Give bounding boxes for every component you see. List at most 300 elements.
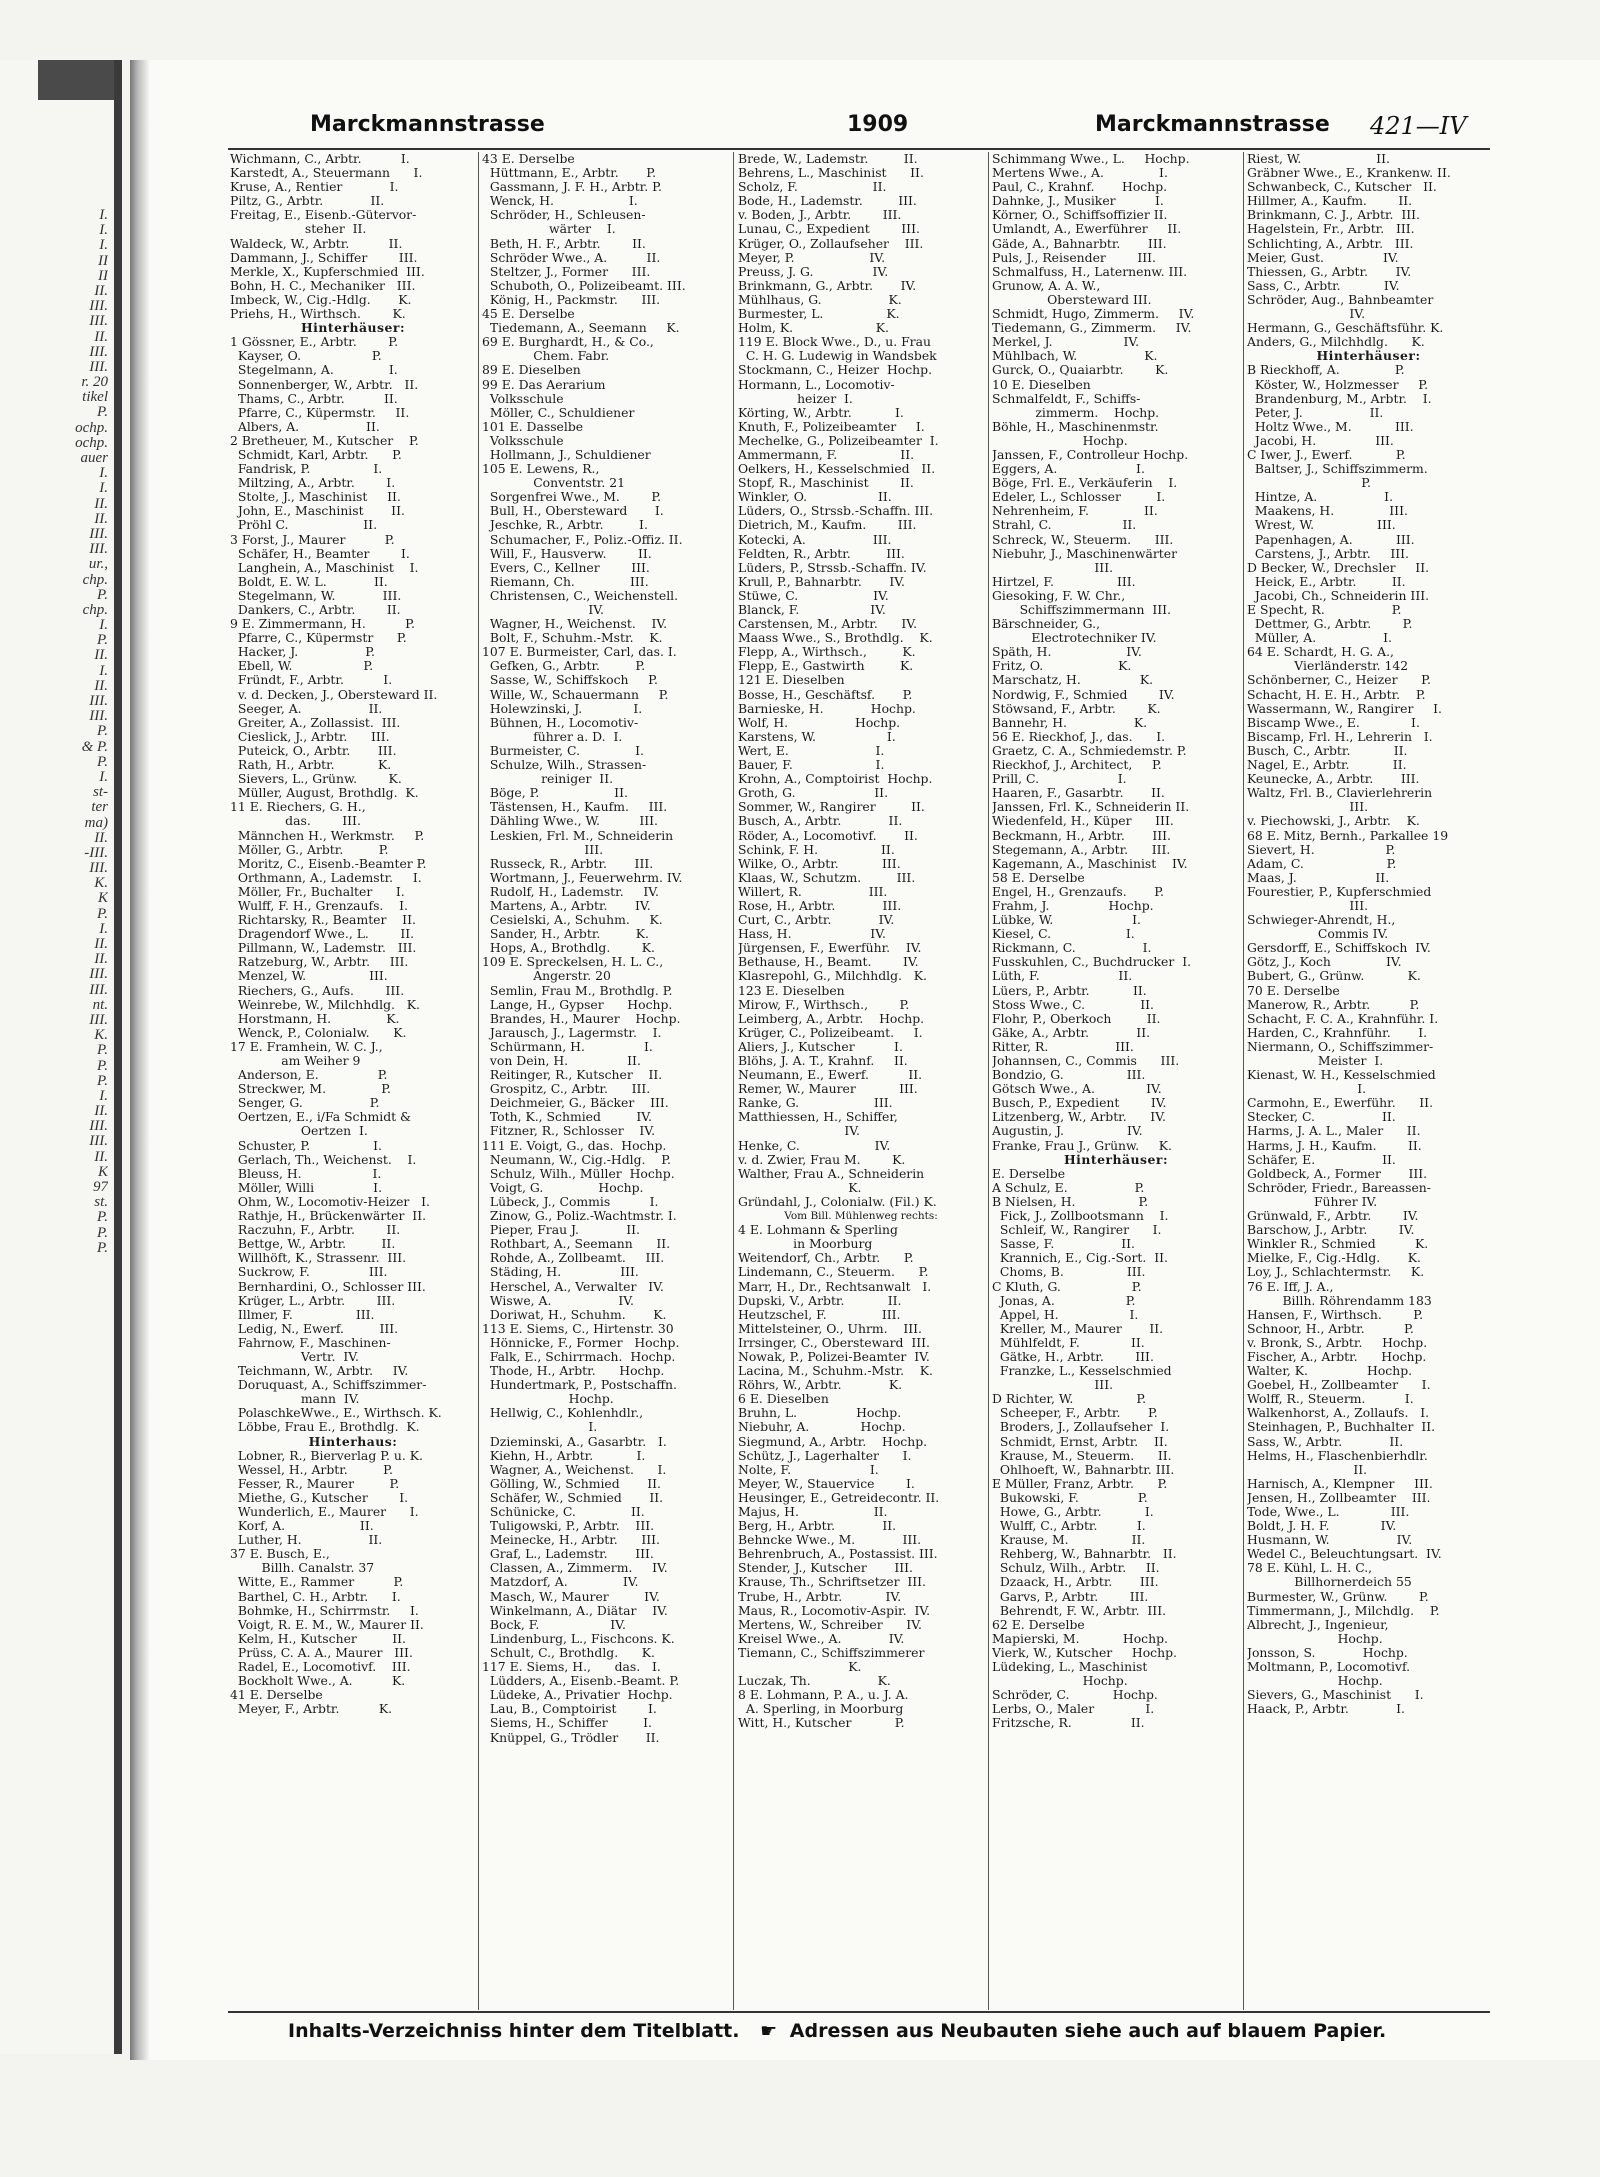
- directory-entry: 105 E. Lewens, R.,: [482, 462, 600, 477]
- directory-entry: Leimberg, A., Arbtr. Hochp.: [738, 1011, 925, 1026]
- margin-fragment: III.: [89, 299, 108, 315]
- directory-entry: Wiswe, A. IV.: [482, 1293, 634, 1308]
- directory-entry: Winkler, O. II.: [738, 490, 892, 505]
- directory-entry: Stockmann, C., Heizer Hochp.: [738, 363, 933, 378]
- directory-entry: Rathje, H., Brückenwärter II.: [230, 1209, 427, 1224]
- directory-entry: heizer I.: [738, 391, 853, 406]
- directory-entry: Augustin, J. IV.: [992, 1124, 1143, 1139]
- directory-entry: Curt, C., Arbtr. IV.: [738, 913, 895, 928]
- directory-entry: Kotecki, A. III.: [738, 532, 892, 547]
- directory-entry: Jacobi, H. III.: [1247, 433, 1394, 448]
- directory-entry: Löbbe, Frau E., Brothdlg. K.: [230, 1420, 420, 1435]
- directory-entry: Miltzing, A., Arbtr. I.: [230, 476, 396, 491]
- directory-entry: Falk, E., Schirrmach. Hochp.: [482, 1349, 676, 1364]
- page-footer: [288, 2020, 1488, 2048]
- directory-entry: III.: [992, 560, 1114, 575]
- directory-entry: Baltser, J., Schiffszimmerm.: [1247, 462, 1428, 477]
- directory-entry: Umlandt, A., Ewerführer II.: [992, 222, 1182, 237]
- directory-entry: Gäke, A., Arbtr. II.: [992, 1025, 1151, 1040]
- directory-entry: Schleif, W., Rangirer I.: [992, 1223, 1162, 1238]
- directory-entry: Götsch Wwe., A. IV.: [992, 1082, 1162, 1097]
- directory-entry: Meister I.: [1247, 1054, 1384, 1068]
- directory-entry: Voigt, G. Hochp.: [482, 1180, 644, 1195]
- directory-entry: Weitendorf, Ch., Arbtr. P.: [738, 1251, 914, 1266]
- directory-entry: Niebuhr, A. Hochp.: [738, 1420, 906, 1435]
- section-heading: Hinterhäuser:: [1316, 349, 1421, 364]
- directory-entry: Wulff, C., Arbtr. I.: [992, 1519, 1146, 1534]
- directory-entry: Kruse, A., Rentier I.: [230, 180, 399, 195]
- directory-entry: Groth, G. II.: [738, 786, 889, 801]
- directory-entry: Fischer, A., Arbtr. Hochp.: [1247, 1349, 1427, 1364]
- column-3: [738, 152, 984, 2008]
- directory-entry: Remer, W., Maurer III.: [738, 1082, 918, 1097]
- directory-entry: Gersdorff, E., Schiffskoch IV.: [1247, 941, 1431, 956]
- directory-entry: 45 E. Derselbe: [482, 307, 575, 322]
- directory-entry: Oertzen, E., i/Fa Schmidt &: [230, 1110, 412, 1125]
- directory-entry: Goebel, H., Zollbeamter I.: [1247, 1378, 1431, 1393]
- directory-entry: Schmalfeldt, F., Schiffs-: [992, 391, 1141, 406]
- directory-entry: Wenck, P., Colonialw. K.: [230, 1025, 407, 1040]
- directory-entry: III.: [1247, 800, 1369, 815]
- directory-entry: Keunecke, A., Arbtr. III.: [1247, 772, 1420, 787]
- directory-entry: IV.: [1247, 307, 1366, 322]
- margin-fragment: I.: [99, 921, 108, 937]
- directory-entry: Doruquast, A., Schiffszimmer-: [230, 1378, 427, 1393]
- directory-entry: Leskien, Frl. M., Schneiderin: [482, 828, 674, 843]
- directory-entry: Fandrisk, P. I.: [230, 462, 383, 477]
- margin-fragment: I.: [99, 481, 108, 497]
- margin-fragment: P.: [97, 724, 108, 740]
- directory-entry: 68 E. Mitz, Bernh., Parkallee 19: [1247, 828, 1449, 843]
- directory-entry: Anderson, E. P.: [230, 1068, 388, 1083]
- directory-entry: Vierk, W., Kutscher Hochp.: [992, 1645, 1177, 1660]
- directory-entry: Wassermann, W., Rangirer I.: [1247, 701, 1442, 716]
- directory-entry: Schmalfuss, H., Laternenw. III.: [992, 264, 1188, 279]
- directory-entry: Biscamp Wwe., E. I.: [1247, 715, 1420, 730]
- directory-entry: Flepp, E., Gastwirth K.: [738, 659, 914, 674]
- directory-entry: Radel, E., Locomotivf. III.: [230, 1660, 411, 1675]
- directory-entry: das. III.: [230, 814, 361, 829]
- previous-page-strip: [0, 60, 122, 2054]
- margin-fragment: III.: [89, 1012, 108, 1028]
- directory-entry: Piltz, G., Arbtr. II.: [230, 194, 385, 209]
- directory-entry: Mühlhaus, G. K.: [738, 292, 902, 307]
- directory-entry: Schacht, F. C. A., Krahnführ. I.: [1247, 1011, 1439, 1026]
- directory-entry: 6 E. Dieselben: [738, 1392, 829, 1407]
- directory-entry: III.: [482, 842, 604, 857]
- directory-entry: Hochp.: [1247, 1674, 1383, 1689]
- directory-entry: Broders, J., Zollaufseher I.: [992, 1420, 1170, 1435]
- directory-entry: Bukowski, F. P.: [992, 1490, 1148, 1505]
- margin-fragment: III.: [89, 344, 108, 360]
- entry-list: [992, 152, 1240, 1731]
- directory-entry: Busch, C., Arbtr. II.: [1247, 743, 1408, 758]
- column-4: [992, 152, 1240, 2008]
- directory-entry: Senger, G. P.: [230, 1096, 380, 1111]
- directory-entry: B Nielsen, H. P.: [992, 1194, 1149, 1209]
- directory-entry: Rudolf, H., Lademstr. IV.: [482, 884, 659, 899]
- directory-entry: Dettmer, G., Arbtr. P.: [1247, 617, 1413, 632]
- directory-entry: E. Derselbe: [992, 1166, 1066, 1181]
- directory-entry: Sievers, G., Maschinist I.: [1247, 1688, 1424, 1703]
- directory-entry: Dragendorf Wwe., L. II.: [230, 927, 415, 942]
- directory-entry: Thams, C., Arbtr. II.: [230, 391, 398, 406]
- directory-entry: 70 E. Derselbe: [1247, 983, 1340, 998]
- directory-entry: Sievert, H. P.: [1247, 842, 1396, 857]
- entry-list: [738, 152, 984, 1731]
- directory-entry: Barthel, C. H., Arbtr. I.: [230, 1589, 401, 1604]
- directory-entry: A. Sperling, in Moorburg: [738, 1702, 904, 1717]
- directory-entry: Holewzinski, J. I.: [482, 701, 643, 716]
- margin-fragment: III.: [89, 694, 108, 709]
- directory-entry: Sass, W., Arbtr. II.: [1247, 1434, 1404, 1449]
- directory-entry: Wagner, H., Weichenst. IV.: [482, 617, 668, 632]
- directory-entry: Korf, A. II.: [230, 1519, 374, 1534]
- directory-entry: Illmer, F. III.: [230, 1307, 375, 1322]
- directory-entry: Hellwig, C., Kohlenhdlr.,: [482, 1406, 644, 1421]
- directory-entry: steher II.: [230, 222, 367, 237]
- directory-entry: 76 E. Iff, J. A.,: [1247, 1279, 1334, 1294]
- directory-entry: Fritz, O. K.: [992, 659, 1132, 674]
- directory-entry: Lüdders, A., Eisenb.-Beamt. P.: [482, 1674, 680, 1689]
- directory-entry: Flepp, A., Wirthsch., K.: [738, 645, 916, 660]
- directory-entry: Dahnke, J., Musiker I.: [992, 194, 1164, 209]
- directory-entry: Merkel, J. IV.: [992, 335, 1140, 350]
- directory-entry: Kienast, W. H., Kesselschmied: [1247, 1068, 1436, 1083]
- directory-entry: Sass, C., Arbtr. IV.: [1247, 278, 1400, 293]
- directory-entry: v. Boden, J., Arbtr. III.: [738, 208, 902, 223]
- directory-entry: Schnoor, H., Arbtr. P.: [1247, 1321, 1414, 1336]
- directory-entry: Nolte, F. I.: [738, 1462, 879, 1477]
- binding-shadow: [130, 60, 150, 2060]
- directory-entry: Siegmund, A., Arbtr. Hochp.: [738, 1434, 928, 1449]
- directory-entry: Strahl, C. II.: [992, 518, 1137, 533]
- entry-list: [1247, 152, 1490, 1716]
- footer-new-buildings-note: Adressen aus Neubauten siehe auch auf blauem Papier.: [789, 2020, 1387, 2042]
- directory-entry: Barschow, J., Arbtr. IV.: [1247, 1223, 1415, 1238]
- directory-entry: 111 E. Voigt, G., das. Hochp.: [482, 1138, 667, 1153]
- directory-entry: Pröhl C. II.: [230, 518, 378, 533]
- directory-entry: 11 E. Riechers, G. H.,: [230, 800, 366, 815]
- directory-entry: Wille, W., Schauermann P.: [482, 687, 669, 702]
- directory-entry: Wolff, R., Steuerm. I.: [1247, 1392, 1414, 1407]
- margin-fragment: P.: [97, 1240, 108, 1256]
- directory-entry: Thode, H., Arbtr. Hochp.: [482, 1364, 665, 1379]
- directory-entry: Bockholt Wwe., A. K.: [230, 1674, 406, 1689]
- directory-entry: 64 E. Schardt, H. G. A.,: [1247, 645, 1394, 660]
- directory-entry: Rohde, A., Zollbeamt. III.: [482, 1251, 665, 1266]
- directory-entry: Hops, A., Brothdlg. K.: [482, 941, 655, 956]
- directory-entry: Gurck, O., Quaiarbtr. K.: [992, 363, 1169, 378]
- directory-entry: Holtz Wwe., M. III.: [1247, 419, 1414, 434]
- margin-fragment: K: [97, 1164, 108, 1180]
- directory-entry: Tuligowski, P., Arbtr. III.: [482, 1519, 655, 1534]
- directory-entry: Schmidt, Ernst, Arbtr. II.: [992, 1434, 1168, 1449]
- directory-entry: Neumann, W., Cig.-Hdlg. P.: [482, 1152, 671, 1167]
- directory-entry: Willert, R. III.: [738, 884, 888, 899]
- directory-entry: Müller, A. I.: [1247, 631, 1392, 646]
- directory-entry: Suckrow, F. III.: [230, 1265, 388, 1280]
- directory-entry: 119 E. Block Wwe., D., u. Frau: [738, 335, 931, 350]
- directory-entry: Vertr. IV.: [230, 1349, 359, 1364]
- directory-entry: Hundertmark, P., Postschaffn.: [482, 1378, 677, 1393]
- directory-entry: Mühlfeldt, F. II.: [992, 1335, 1145, 1350]
- directory-entry: Cieslick, J., Arbtr. III.: [230, 729, 390, 744]
- directory-entry: 78 E. Kühl, L. H. C.,: [1247, 1561, 1373, 1576]
- directory-entry: Knuth, F., Polizeibeamter I.: [738, 419, 925, 434]
- directory-entry: Ranke, G. III.: [738, 1096, 893, 1111]
- directory-entry: Greiter, A., Zollassist. III.: [230, 715, 401, 730]
- directory-entry: Schröder, Aug., Bahnbeamter: [1247, 292, 1434, 307]
- directory-entry: Henke, C. IV.: [738, 1138, 891, 1153]
- directory-entry: Kelm, H., Kutscher II.: [230, 1631, 406, 1646]
- directory-entry: Wessel, H., Arbtr. P.: [230, 1462, 393, 1477]
- directory-entry: C Iwer, J., Ewerf. P.: [1247, 447, 1406, 462]
- margin-fragment: P.: [97, 906, 108, 922]
- directory-entry: Carstens, J., Arbtr. III.: [1247, 546, 1409, 561]
- directory-entry: Schäfer, H., Beamter I.: [230, 546, 410, 561]
- directory-entry: Billh. Canalstr. 37: [230, 1561, 375, 1576]
- directory-entry: Willhöft, K., Strassenr. III.: [230, 1251, 407, 1266]
- directory-entry: Freitag, E., Eisenb.-Gütervor-: [230, 208, 417, 223]
- directory-entry: Franke, Frau J., Grünw. K.: [992, 1138, 1172, 1153]
- margin-fragment: auer: [80, 451, 108, 466]
- directory-entry: Sasse, F. II.: [992, 1237, 1135, 1252]
- directory-entry: Holm, K. K.: [738, 321, 889, 336]
- page-gutter: [114, 60, 122, 2054]
- directory-entry: Kreisel Wwe., A. IV.: [738, 1631, 905, 1646]
- directory-entry: Ratzeburg, W., Arbtr. III.: [230, 955, 409, 970]
- column-divider: [988, 152, 989, 2010]
- directory-entry: Billhornerdeich 55: [1247, 1575, 1412, 1590]
- directory-entry: Rath, H., Arbtr. K.: [230, 758, 392, 773]
- pointing-hand-icon: ☛: [760, 2020, 778, 2042]
- directory-entry: Feldten, R., Arbtr. III.: [738, 546, 905, 561]
- directory-entry: Riemann, Ch. III.: [482, 574, 649, 589]
- directory-entry: Maus, R., Locomotiv-Aspir. IV.: [738, 1603, 931, 1618]
- margin-fragment: I.: [99, 238, 108, 254]
- directory-entry: Krannich, E., Cig.-Sort. II.: [992, 1251, 1168, 1266]
- directory-entry: D Richter, W. P.: [992, 1392, 1147, 1407]
- directory-entry: Janssen, Frl. K., Schneiderin II.: [992, 800, 1190, 815]
- margin-fragment: II.: [94, 937, 108, 952]
- directory-entry: Graf, L., Lademstr. III.: [482, 1547, 654, 1562]
- directory-entry: Matthiessen, H., Schiffer,: [738, 1110, 898, 1125]
- directory-entry: in Moorburg: [738, 1237, 873, 1252]
- directory-entry: Schröder, H., Schleusen-: [482, 208, 646, 223]
- directory-entry: Kagemann, A., Maschinist IV.: [992, 856, 1188, 871]
- directory-entry: Hintze, A. I.: [1247, 490, 1394, 505]
- directory-entry: Neumann, E., Ewerf. II.: [738, 1068, 923, 1083]
- directory-entry: Götz, J., Koch IV.: [1247, 955, 1402, 970]
- directory-entry: Stoss Wwe., C. II.: [992, 997, 1154, 1012]
- directory-entry: Gätke, H., Arbtr. III.: [992, 1349, 1154, 1364]
- directory-entry: Peter, J. II.: [1247, 405, 1384, 420]
- directory-entry: Wrest, W. III.: [1247, 518, 1396, 533]
- directory-entry: Classen, A., Zimmerm. IV.: [482, 1561, 668, 1576]
- directory-entry: Lindemann, C., Steuerm. P.: [738, 1265, 929, 1280]
- directory-entry: Krüger, O., Zollaufseher III.: [738, 236, 924, 251]
- directory-entry: Witt, H., Kutscher P.: [738, 1716, 905, 1731]
- directory-entry: Behrendt, F. W., Arbtr. III.: [992, 1603, 1167, 1618]
- directory-entry: Burmester, L. K.: [738, 307, 900, 322]
- directory-entry: Engel, H., Grenzaufs. P.: [992, 884, 1164, 899]
- directory-entry: Mühlbach, W. K.: [992, 349, 1158, 364]
- directory-entry: Matzdorf, A. IV.: [482, 1575, 639, 1590]
- directory-entry: Haack, P., Arbtr. I.: [1247, 1702, 1405, 1717]
- directory-entry: Hüttmann, E., Arbtr. P.: [482, 166, 657, 181]
- directory-entry: Edeler, L., Schlosser I.: [992, 490, 1166, 505]
- directory-entry: 37 E. Busch, E.,: [230, 1547, 330, 1562]
- directory-entry: Busch, A., Arbtr. II.: [738, 814, 903, 829]
- margin-fragment: II: [98, 268, 108, 284]
- directory-entry: Bock, F. IV.: [482, 1617, 626, 1632]
- directory-entry: I.: [482, 1420, 598, 1435]
- directory-entry: Späth, H. IV.: [992, 645, 1142, 660]
- directory-entry: Dähling Wwe., W. III.: [482, 814, 658, 829]
- margin-fragment: r. 20: [81, 375, 108, 391]
- margin-fragment: ochp.: [75, 435, 108, 451]
- directory-entry: Bruhn, L. Hochp.: [738, 1406, 902, 1421]
- directory-entry: Behrens, L., Maschinist II.: [738, 166, 924, 181]
- directory-entry: Graetz, C. A., Schmiedemstr. P.: [992, 743, 1187, 758]
- directory-entry: 101 E. Dasselbe: [482, 419, 584, 434]
- directory-entry: Jeschke, R., Arbtr. I.: [482, 518, 648, 533]
- directory-entry: Lindenburg, L., Fischcons. K.: [482, 1631, 675, 1646]
- directory-entry: K.: [738, 1660, 862, 1675]
- directory-entry: Marschatz, H. K.: [992, 673, 1154, 688]
- directory-entry: Harms, J. H., Kaufm. II.: [1247, 1138, 1422, 1153]
- directory-entry: Tiedemann, G., Zimmerm. IV.: [992, 321, 1192, 336]
- margin-fragment: st.: [94, 1195, 108, 1211]
- directory-entry: Bohn, H. C., Mechaniker III.: [230, 278, 416, 293]
- directory-entry: Langhein, A., Maschinist I.: [230, 560, 419, 575]
- directory-entry: Pieper, Frau J. II.: [482, 1223, 640, 1238]
- margin-fragment: III.: [89, 526, 108, 542]
- directory-entry: Winkelmann, A., Diätar IV.: [482, 1603, 668, 1618]
- directory-entry: Lobner, R., Bierverlag P. u. K.: [230, 1448, 423, 1463]
- directory-entry: 3 Forst, J., Maurer P.: [230, 532, 395, 547]
- directory-entry: Hacker, J. P.: [230, 645, 375, 660]
- directory-entry: Electrotechniker IV.: [992, 631, 1157, 646]
- directory-entry: Riechers, G., Aufs. III.: [230, 983, 405, 998]
- directory-entry: Maas, J. II.: [1247, 870, 1390, 885]
- directory-entry: Hochp.: [992, 433, 1128, 448]
- directory-entry: Sommer, W., Rangirer II.: [738, 800, 925, 815]
- directory-entry: Karstens, W. I.: [738, 729, 896, 744]
- directory-entry: IV.: [482, 603, 604, 617]
- directory-entry: Meyer, W., Stauervice I.: [738, 1476, 915, 1491]
- directory-entry: Litzenberg, W., Arbtr. IV.: [992, 1110, 1166, 1125]
- directory-entry: Krohn, A., Comptoirist Hochp.: [738, 772, 933, 787]
- directory-entry: Dupski, V., Arbtr. II.: [738, 1293, 902, 1308]
- column-divider: [478, 152, 479, 2010]
- directory-entry: Brinkmann, C. J., Arbtr. III.: [1247, 208, 1420, 223]
- directory-entry: Schumacher, F., Poliz.-Offiz. II.: [482, 532, 683, 547]
- directory-entry: 41 E. Derselbe: [230, 1688, 323, 1703]
- section-heading: Hinterhaus:: [308, 1434, 398, 1449]
- directory-entry: Bosse, H., Geschäftsf. P.: [738, 687, 913, 702]
- directory-entry: Ammermann, F. II.: [738, 447, 915, 462]
- margin-fragment: III.: [89, 861, 108, 877]
- directory-entry: Fesser, R., Maurer P.: [230, 1476, 400, 1491]
- directory-entry: Papenhagen, A. III.: [1247, 532, 1415, 547]
- margin-fragment: K.: [94, 876, 108, 892]
- margin-fragment: ur.,: [88, 557, 108, 573]
- directory-entry: von Dein, H. II.: [482, 1054, 641, 1068]
- margin-fragment: ochp.: [75, 420, 108, 436]
- directory-entry: C Kluth, G. P.: [992, 1279, 1142, 1294]
- directory-entry: Albrecht, J., Ingenieur,: [1247, 1617, 1389, 1632]
- directory-entry: Husmann, W. IV.: [1247, 1533, 1413, 1548]
- directory-entry: Bühnen, H., Locomotiv-: [482, 715, 639, 730]
- directory-entry: Boldt, J. H. F. IV.: [1247, 1519, 1397, 1534]
- directory-entry: Oertzen I.: [230, 1124, 368, 1139]
- directory-entry: Menzel, W. III.: [230, 969, 388, 984]
- column-1: [230, 152, 476, 2008]
- directory-entry: Martens, A., Arbtr. IV.: [482, 898, 651, 913]
- directory-entry: Frahm, J. Hochp.: [992, 898, 1154, 913]
- directory-entry: Flohr, P., Oberkoch II.: [992, 1011, 1161, 1026]
- directory-entry: Fusskuhlen, C., Buchdrucker I.: [992, 955, 1192, 970]
- directory-entry: Böge, P. II.: [482, 786, 628, 801]
- directory-entry: 123 E. Dieselben: [738, 983, 845, 998]
- directory-entry: Burmester, W., Grünw. P.: [1247, 1589, 1429, 1604]
- directory-entry: 2 Bretheuer, M., Kutscher P.: [230, 433, 419, 448]
- directory-entry: Orthmann, A., Lademstr. I.: [230, 870, 422, 885]
- margin-fragment: I.: [99, 618, 108, 634]
- directory-entry: Majus, H. II.: [738, 1505, 888, 1519]
- directory-entry: Loy, J., Schlachtermstr. K.: [1247, 1265, 1425, 1280]
- directory-entry: Bohmke, H., Schirrmstr. I.: [230, 1603, 419, 1618]
- section-heading: Hinterhäuser:: [1063, 1152, 1169, 1167]
- directory-entry: Blöhs, J. A. T., Krahnf. II.: [738, 1054, 908, 1068]
- directory-entry: Rothbart, A., Seemann II.: [482, 1237, 671, 1252]
- directory-entry: Howe, G., Arbtr. I.: [992, 1505, 1154, 1519]
- header-rule: [228, 148, 1490, 150]
- directory-entry: Dietrich, M., Kaufm. III.: [738, 518, 917, 533]
- directory-entry: Schäfer, W., Schmied II.: [482, 1490, 664, 1505]
- directory-entry: Schmidt, Karl, Arbtr. P.: [230, 447, 402, 462]
- directory-entry: Imbeck, W., Cig.-Hdlg. K.: [230, 292, 412, 307]
- directory-entry: PolaschkeWwe., E., Wirthsch. K.: [230, 1406, 442, 1421]
- directory-entry: Janssen, F., Controlleur Hochp.: [992, 447, 1189, 462]
- directory-entry: Evers, C., Kellner III.: [482, 560, 650, 575]
- directory-entry: Dzieminski, A., Gasarbtr. I.: [482, 1434, 667, 1449]
- directory-entry: Grünwald, F., Arbtr. IV.: [1247, 1209, 1419, 1224]
- directory-entry: Hirtzel, F. III.: [992, 574, 1136, 589]
- margin-fragment: nt.: [92, 997, 108, 1013]
- directory-entry: Volksschule: [482, 391, 564, 406]
- directory-entry: Sander, H., Arbtr. K.: [482, 927, 649, 942]
- directory-entry: Bettge, W., Arbtr. II.: [230, 1237, 396, 1252]
- column-divider: [733, 152, 734, 2010]
- directory-entry: Scheeper, F., Arbtr. P.: [992, 1406, 1158, 1421]
- margin-fragment: P.: [97, 1073, 108, 1089]
- directory-entry: Dzaack, H., Arbtr. III.: [992, 1575, 1159, 1590]
- directory-entry: II.: [1247, 1462, 1368, 1477]
- directory-entry: Gründahl, J., Colonialw. (Fil.) K.: [738, 1194, 937, 1209]
- directory-entry: Fourestier, P., Kupferschmied: [1247, 884, 1432, 899]
- directory-entry: Cesielski, A., Schuhm. K.: [482, 913, 663, 928]
- directory-entry: Hönnicke, F., Former Hochp.: [482, 1335, 680, 1350]
- directory-entry: Timmermann, J., Milchdlg. P.: [1247, 1603, 1440, 1618]
- directory-entry: Aliers, J., Kutscher I.: [738, 1039, 903, 1054]
- directory-entry: Albers, A. II.: [230, 419, 380, 434]
- directory-entry: Garvs, P., Arbtr. III.: [992, 1589, 1149, 1604]
- directory-entry: Prill, C. I.: [992, 772, 1127, 787]
- directory-entry: Schuster, P. I.: [230, 1138, 382, 1153]
